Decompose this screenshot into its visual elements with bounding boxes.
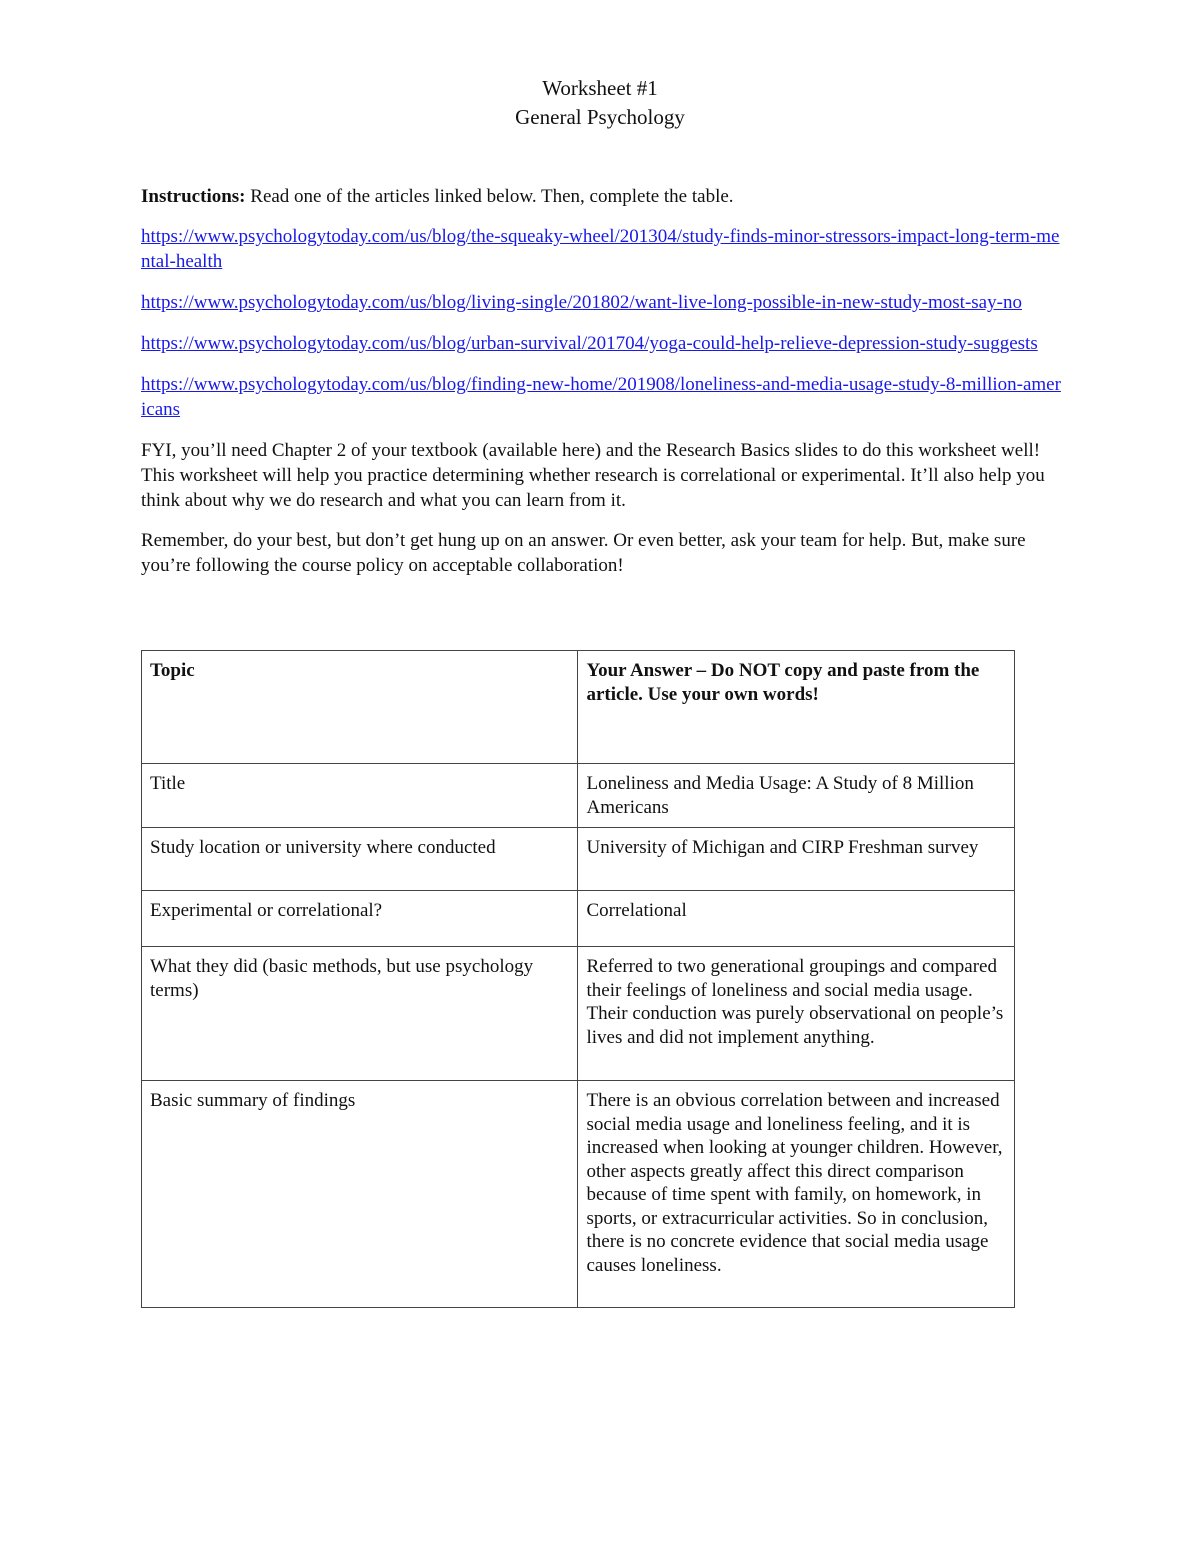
fyi-paragraph: FYI, you’ll need Chapter 2 of your textbook (available here) and the Research Basics slides to do this worksheet well! This worksheet will help you practice determining whether research is correlational or experimental. It’ll also help you think about why we do research and what you can learn from it. — [141, 440, 1045, 511]
table-row — [142, 947, 1015, 1081]
row-answer-location[interactable]: University of Michigan and CIRP Freshman survey — [578, 828, 1015, 891]
article-link-3[interactable]: https://www.psychologytoday.com/us/blog/urban-survival/201704/yoga-could-help-relieve-depression-study-suggests — [141, 333, 1038, 354]
header-topic: Topic — [142, 651, 578, 764]
article-link-4[interactable]: https://www.psychologytoday.com/us/blog/finding-new-home/201908/loneliness-and-media-usage-study-8-million-americans — [141, 374, 1061, 420]
row-answer-type[interactable]: Correlational — [578, 891, 1015, 947]
header-answer: Your Answer – Do NOT copy and paste from the article. Use your own words! — [578, 651, 1015, 764]
instructions-text: Read one of the articles linked below. Then, complete the table. — [245, 186, 734, 207]
row-topic-findings: Basic summary of findings — [142, 1081, 578, 1308]
table-row — [142, 828, 1015, 891]
row-topic-title: Title — [142, 764, 578, 828]
row-topic-methods: What they did (basic methods, but use psychology terms) — [142, 947, 578, 1081]
article-link-2[interactable]: https://www.psychologytoday.com/us/blog/living-single/201802/want-live-long-possible-in-new-study-most-say-no — [141, 292, 1022, 313]
course-name: General Psychology — [515, 105, 685, 129]
table-row — [142, 891, 1015, 947]
instructions-label: Instructions: — [141, 186, 246, 207]
row-answer-methods[interactable]: Referred to two generational groupings and compared their feelings of loneliness and social media usage. Their conduction was purely observational on people’s lives and did not implement anything. — [578, 947, 1015, 1081]
reminder-paragraph: Remember, do your best, but don’t get hung up on an answer. Or even better, ask your team for help. But, make sure you’re following the course policy on acceptable collaboration! — [141, 530, 1026, 576]
instructions — [141, 184, 1061, 209]
worksheet-header — [0, 74, 1200, 132]
table-row — [142, 1081, 1015, 1308]
row-topic-location: Study location or university where conducted — [142, 828, 578, 891]
row-answer-title[interactable]: Loneliness and Media Usage: A Study of 8 Million Americans — [578, 764, 1015, 828]
worksheet-body — [141, 184, 1061, 593]
table-header-row — [142, 651, 1015, 764]
table-row — [142, 764, 1015, 828]
row-topic-type: Experimental or correlational? — [142, 891, 578, 947]
worksheet-table — [141, 650, 1015, 1308]
worksheet-title: Worksheet #1 — [542, 76, 658, 100]
article-link-1[interactable]: https://www.psychologytoday.com/us/blog/the-squeaky-wheel/201304/study-finds-minor-stressors-impact-long-term-mental-health — [141, 226, 1060, 272]
row-answer-findings[interactable]: There is an obvious correlation between and increased social media usage and loneliness feeling, and it is increased when looking at younger children. However, other aspects greatly affect this direct comparison because of time spent with family, on homework, in sports, or extracurricular activities. So in conclusion, there is no concrete evidence that social media usage causes loneliness. — [578, 1081, 1015, 1308]
